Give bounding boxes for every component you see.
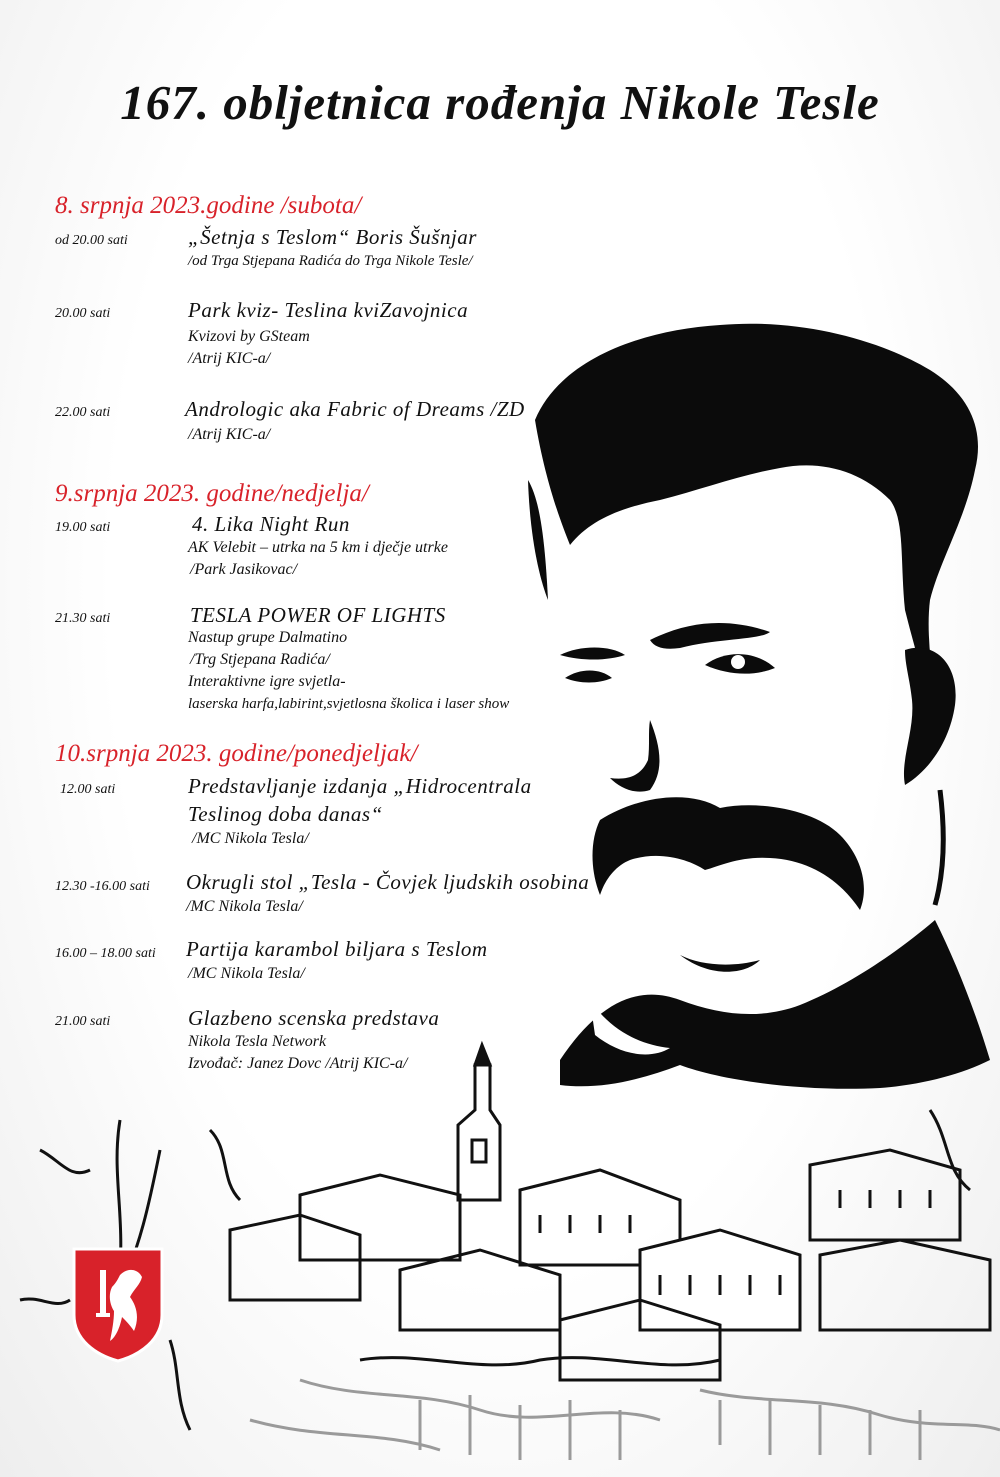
event-title: Partija karambol biljara s Teslom xyxy=(186,937,488,961)
event-title: Okrugli stol „Tesla - Čovjek ljudskih osobina xyxy=(186,870,590,894)
gospic-coat-of-arms-icon xyxy=(70,1245,166,1365)
event-time: 19.00 sati xyxy=(55,520,111,535)
event-time: 21.00 sati xyxy=(55,1014,111,1029)
event-time: 22.00 sati xyxy=(55,405,111,420)
event-time: 12.00 sati xyxy=(60,782,116,797)
event-title: TESLA POWER OF LIGHTS xyxy=(190,603,446,627)
day-heading-3: 10.srpnja 2023. godine/ponedjeljak/ xyxy=(55,740,418,767)
event-detail: /MC Nikola Tesla/ xyxy=(192,830,309,847)
event-detail: Izvođač: Janez Dovc /Atrij KIC-a/ xyxy=(188,1055,408,1072)
event-title: Andrologic aka Fabric of Dreams /ZD xyxy=(185,397,525,421)
event-time: 12.30 -16.00 sati xyxy=(55,879,150,894)
day-heading-1: 8. srpnja 2023.godine /subota/ xyxy=(55,192,362,219)
event-detail: /Atrij KIC-a/ xyxy=(188,350,271,367)
event-title: Glazbeno scenska predstava xyxy=(188,1006,440,1030)
event-detail: AK Velebit – utrka na 5 km i dječje utrke xyxy=(188,539,448,556)
event-detail: Nastup grupe Dalmatino xyxy=(188,629,348,646)
event-detail: /MC Nikola Tesla/ xyxy=(186,898,303,915)
event-detail: Interaktivne igre svjetla- xyxy=(188,673,346,690)
event-title: Park kviz- Teslina kviZavojnica xyxy=(188,298,469,322)
event-time: 21.30 sati xyxy=(55,611,111,626)
event-detail: /Trg Stjepana Radića/ xyxy=(190,651,330,668)
event-detail: laserska harfa,labirint,svjetlosna školica i laser show xyxy=(188,696,510,712)
event-time: 16.00 – 18.00 sati xyxy=(55,946,156,961)
day-heading-2: 9.srpnja 2023. godine/nedjelja/ xyxy=(55,480,369,507)
event-detail: Kvizovi by GSteam xyxy=(188,328,310,345)
event-detail: /MC Nikola Tesla/ xyxy=(188,965,305,982)
event-title: „Šetnja s Teslom“ Boris Šušnjar xyxy=(188,225,477,249)
event-detail: /Park Jasikovac/ xyxy=(190,561,298,578)
event-detail: Nikola Tesla Network xyxy=(188,1033,327,1050)
page-title: 167. obljetnica rođenja Nikole Tesle xyxy=(120,75,880,130)
event-title: Predstavljanje izdanja „Hidrocentrala xyxy=(188,774,532,798)
event-title: 4. Lika Night Run xyxy=(192,512,350,536)
event-time: od 20.00 sati xyxy=(55,233,128,248)
event-detail: /od Trga Stjepana Radića do Trga Nikole Tesle/ xyxy=(188,253,473,269)
event-title-line2: Teslinog doba danas“ xyxy=(188,802,383,826)
event-detail: /Atrij KIC-a/ xyxy=(188,426,271,443)
event-time: 20.00 sati xyxy=(55,306,111,321)
